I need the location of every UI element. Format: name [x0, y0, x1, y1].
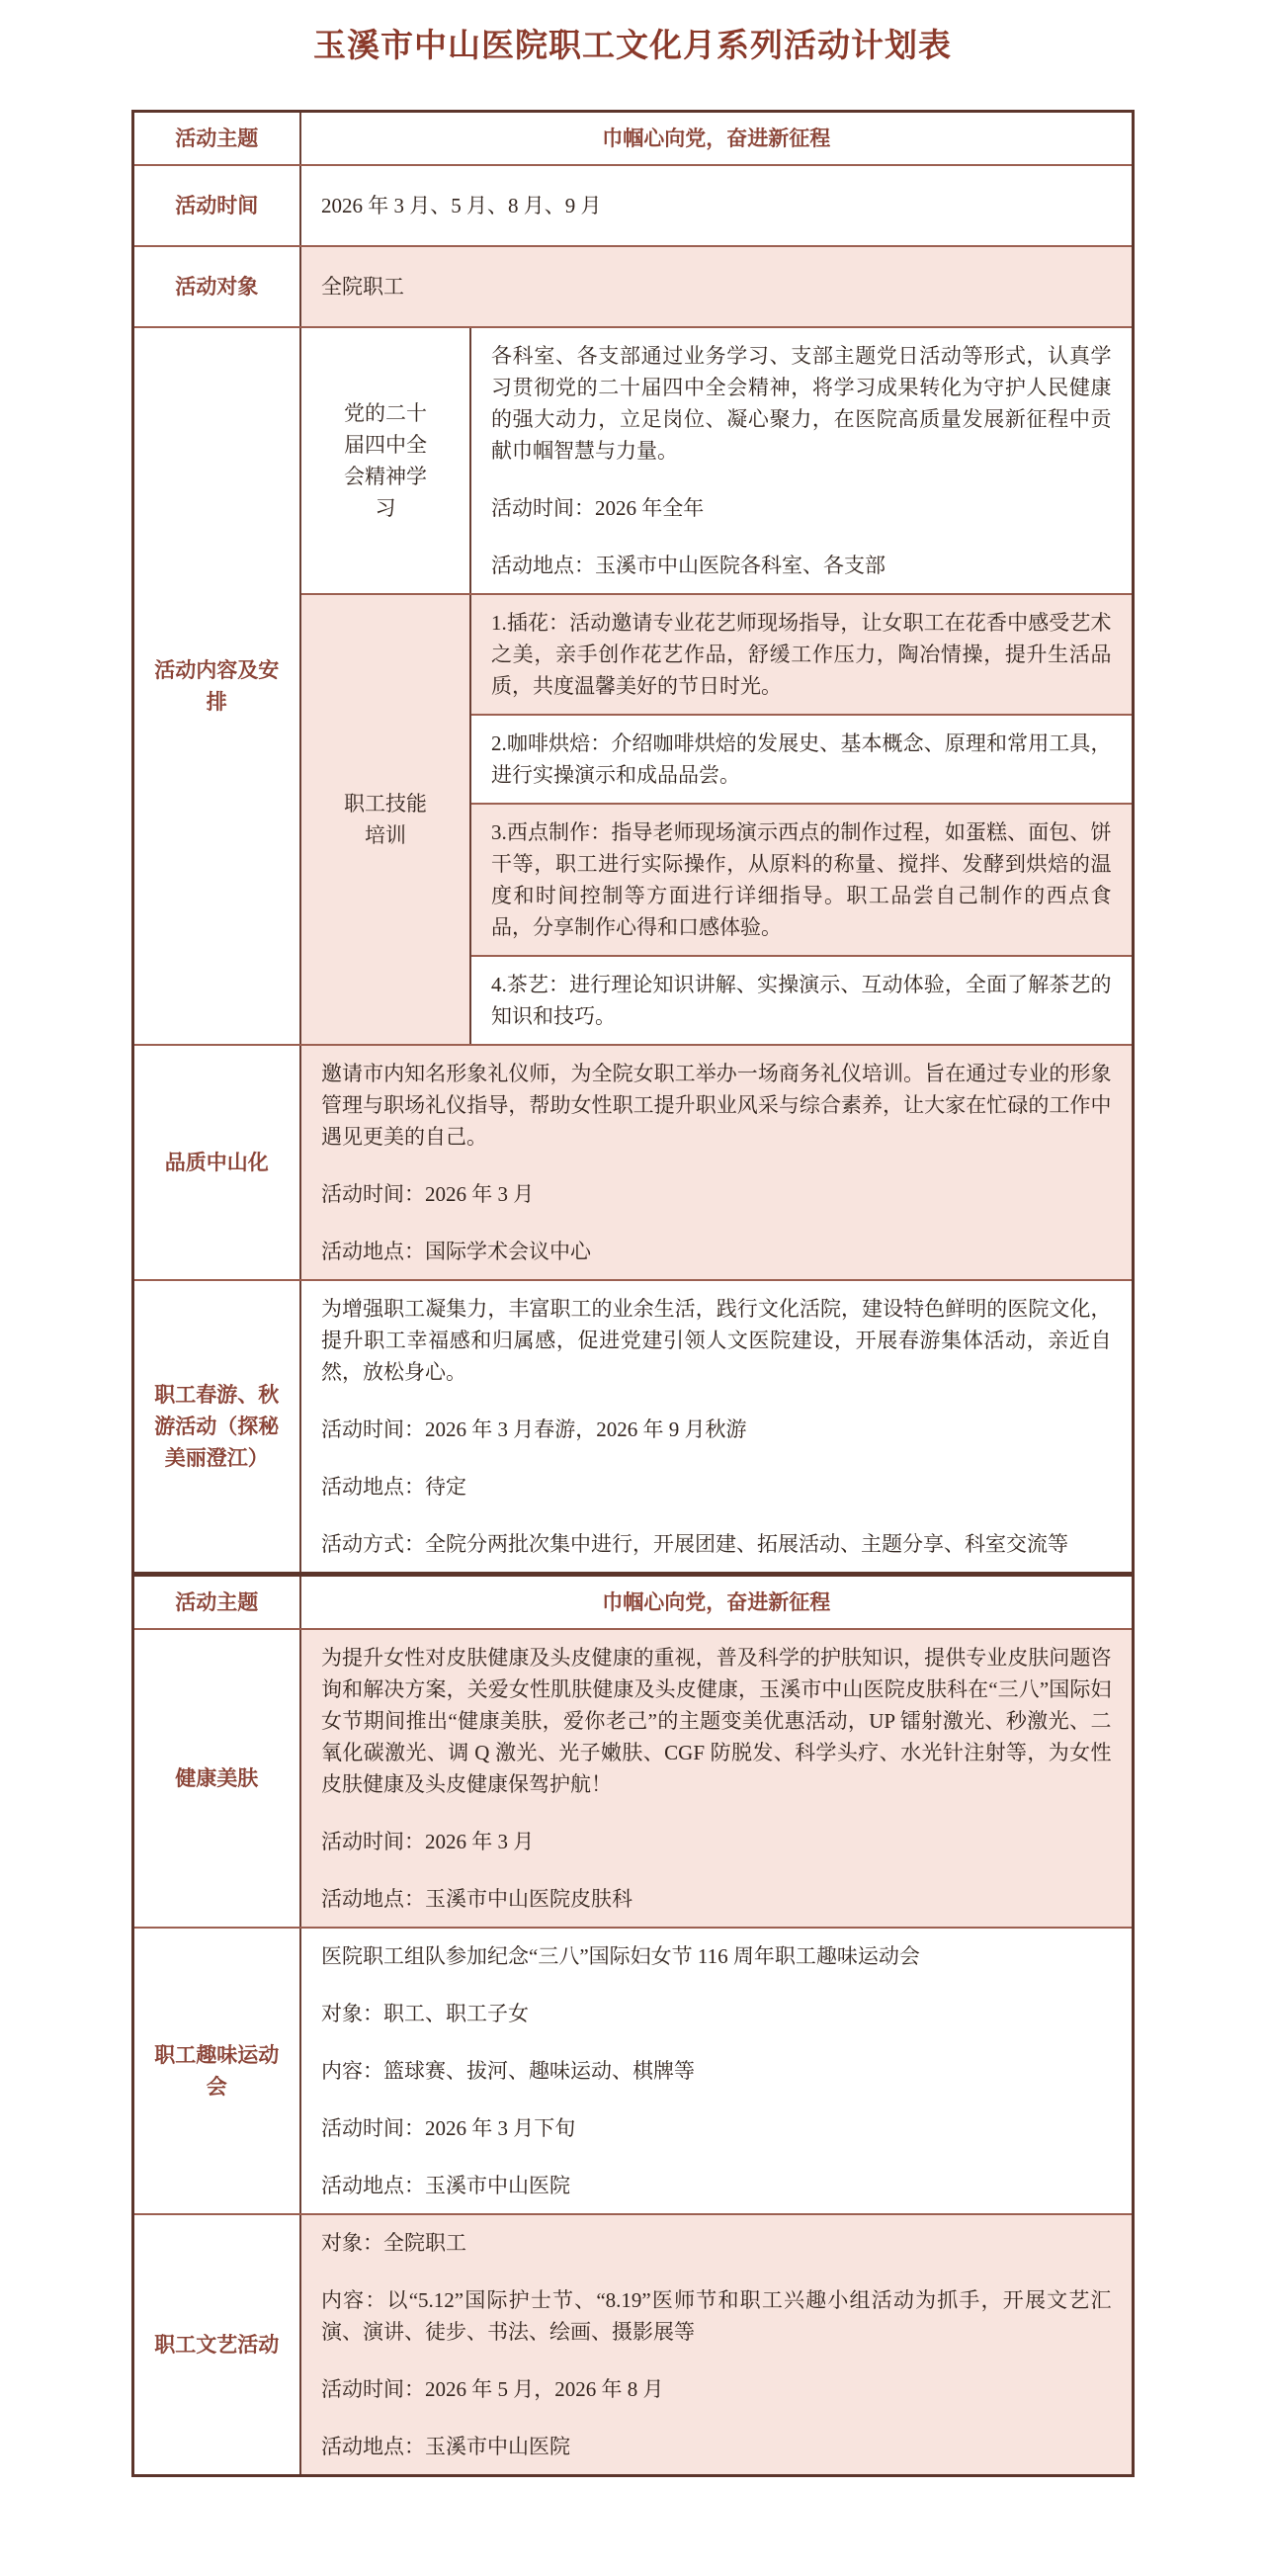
time-label: 活动时间 — [132, 165, 300, 246]
theme-value-2: 巾帼心向党，奋进新征程 — [300, 1575, 1133, 1630]
outing-desc: 为增强职工凝集力，丰富职工的业余生活，践行文化活院，建设特色鲜明的医院文化，提升职工幸福感和归属感，促进党建引领人文医院建设，开展春游集体活动，亲近自然，放松身心。 — [321, 1297, 1112, 1384]
row-theme-1 — [132, 112, 1133, 166]
row-party-study — [132, 327, 1133, 594]
skin-place: 活动地点：玉溪市中山医院皮肤科 — [321, 1887, 632, 1911]
skin-content — [300, 1629, 1133, 1928]
arts-target: 对象：全院职工 — [321, 2231, 466, 2255]
content-section-label: 活动内容及安排 — [132, 327, 300, 1045]
outing-label: 职工春游、秋游活动（探秘美丽澄江） — [132, 1280, 300, 1575]
skill-item-tea-text: 4.茶艺：进行理论知识讲解、实操演示、互动体验，全面了解茶艺的知识和技巧。 — [491, 973, 1112, 1028]
skill-item-coffee — [470, 715, 1133, 804]
row-time — [132, 165, 1133, 246]
quality-time: 活动时间：2026 年 3 月 — [321, 1182, 535, 1206]
row-target — [132, 246, 1133, 327]
target-label: 活动对象 — [132, 246, 300, 327]
row-theme-2 — [132, 1575, 1133, 1630]
row-outing — [132, 1280, 1133, 1575]
theme-value-1: 巾帼心向党，奋进新征程 — [300, 112, 1133, 166]
sports-desc: 医院职工组队参加纪念“三八”国际妇女节 116 周年职工趣味运动会 — [321, 1944, 920, 1968]
party-study-place: 活动地点：玉溪市中山医院各科室、各支部 — [491, 554, 886, 577]
skill-item-pastry — [470, 804, 1133, 956]
row-skin — [132, 1629, 1133, 1928]
theme-label-2: 活动主题 — [132, 1575, 300, 1630]
skin-time: 活动时间：2026 年 3 月 — [321, 1830, 535, 1853]
party-study-label: 党的二十届四中全会精神学习 — [300, 327, 470, 594]
time-value: 2026 年 3 月、5 月、8 月、9 月 — [300, 165, 1133, 246]
outing-method: 活动方式：全院分两批次集中进行，开展团建、拓展活动、主题分享、科室交流等 — [321, 1532, 1068, 1556]
party-study-time: 活动时间：2026 年全年 — [491, 496, 705, 520]
party-study-content — [470, 327, 1133, 594]
skill-training-label: 职工技能培训 — [300, 594, 470, 1045]
sports-label: 职工趣味运动会 — [132, 1928, 300, 2214]
skill-item-tea — [470, 956, 1133, 1045]
party-study-desc: 各科室、各支部通过业务学习、支部主题党日活动等形式，认真学习贯彻党的二十届四中全会精神，将学习成果转化为守护人民健康的强大动力，立足岗位、凝心聚力，在医院高质量发展新征程中贡献巾帼智慧与力量。 — [491, 344, 1112, 463]
sports-items: 内容：篮球赛、拔河、趣味运动、棋牌等 — [321, 2059, 695, 2083]
skill-item-pastry-text: 3.西点制作：指导老师现场演示西点的制作过程，如蛋糕、面包、饼干等，职工进行实际操作，从原料的称量、搅拌、发酵到烘焙的温度和时间控制等方面进行详细指导。职工品尝自己制作的西点食品，分享制作心得和口感体验。 — [491, 820, 1112, 939]
outing-time: 活动时间：2026 年 3 月春游，2026 年 9 月秋游 — [321, 1417, 747, 1441]
arts-label: 职工文艺活动 — [132, 2214, 300, 2476]
theme-label-1: 活动主题 — [132, 112, 300, 166]
skin-desc: 为提升女性对皮肤健康及头皮健康的重视，普及科学的护肤知识，提供专业皮肤问题咨询和解决方案，关爱女性肌肤健康及头皮健康，玉溪市中山医院皮肤科在“三八”国际妇女节期间推出“健康美肤，爱你老己”的主题变美优惠活动，UP 镭射激光、秒激光、二氧化碳激光、调 Q 激光、光子嫩肤、CGF 防脱发、科学头疗、水光针注射等，为女性皮肤健康及头皮健康保驾护航！ — [321, 1646, 1112, 1796]
sports-place: 活动地点：玉溪市中山医院 — [321, 2174, 570, 2197]
row-quality — [132, 1045, 1133, 1280]
sports-time: 活动时间：2026 年 3 月下旬 — [321, 2116, 576, 2140]
sports-content — [300, 1928, 1133, 2214]
quality-desc: 邀请市内知名形象礼仪师，为全院女职工举办一场商务礼仪培训。旨在通过专业的形象管理与职场礼仪指导，帮助女性职工提升职业风采与综合素养，让大家在忙碌的工作中遇见更美的自己。 — [321, 1062, 1112, 1149]
arts-place: 活动地点：玉溪市中山医院 — [321, 2435, 570, 2458]
skin-label: 健康美肤 — [132, 1629, 300, 1928]
row-arts — [132, 2214, 1133, 2476]
sports-target: 对象：职工、职工子女 — [321, 2002, 529, 2025]
outing-content — [300, 1280, 1133, 1575]
outing-place: 活动地点：待定 — [321, 1475, 466, 1499]
arts-time: 活动时间：2026 年 5 月，2026 年 8 月 — [321, 2377, 664, 2401]
activity-plan-table — [131, 110, 1135, 2477]
skill-item-coffee-text: 2.咖啡烘焙：介绍咖啡烘焙的发展史、基本概念、原理和常用工具，进行实操演示和成品品尝。 — [491, 731, 1112, 787]
arts-items: 内容：以“5.12”国际护士节、“8.19”医师节和职工兴趣小组活动为抓手，开展文艺汇演、演讲、徒步、书法、绘画、摄影展等 — [321, 2288, 1112, 2344]
row-sports — [132, 1928, 1133, 2214]
skill-item-flower-text: 1.插花：活动邀请专业花艺师现场指导，让女职工在花香中感受艺术之美，亲手创作花艺作品，舒缓工作压力，陶冶情操，提升生活品质，共度温馨美好的节日时光。 — [491, 611, 1112, 698]
quality-content — [300, 1045, 1133, 1280]
page-title: 玉溪市中山医院职工文化月系列活动计划表 — [313, 29, 952, 64]
quality-label: 品质中山化 — [132, 1045, 300, 1280]
target-value: 全院职工 — [300, 246, 1133, 327]
skill-item-flower — [470, 594, 1133, 715]
arts-content — [300, 2214, 1133, 2476]
quality-place: 活动地点：国际学术会议中心 — [321, 1240, 591, 1263]
